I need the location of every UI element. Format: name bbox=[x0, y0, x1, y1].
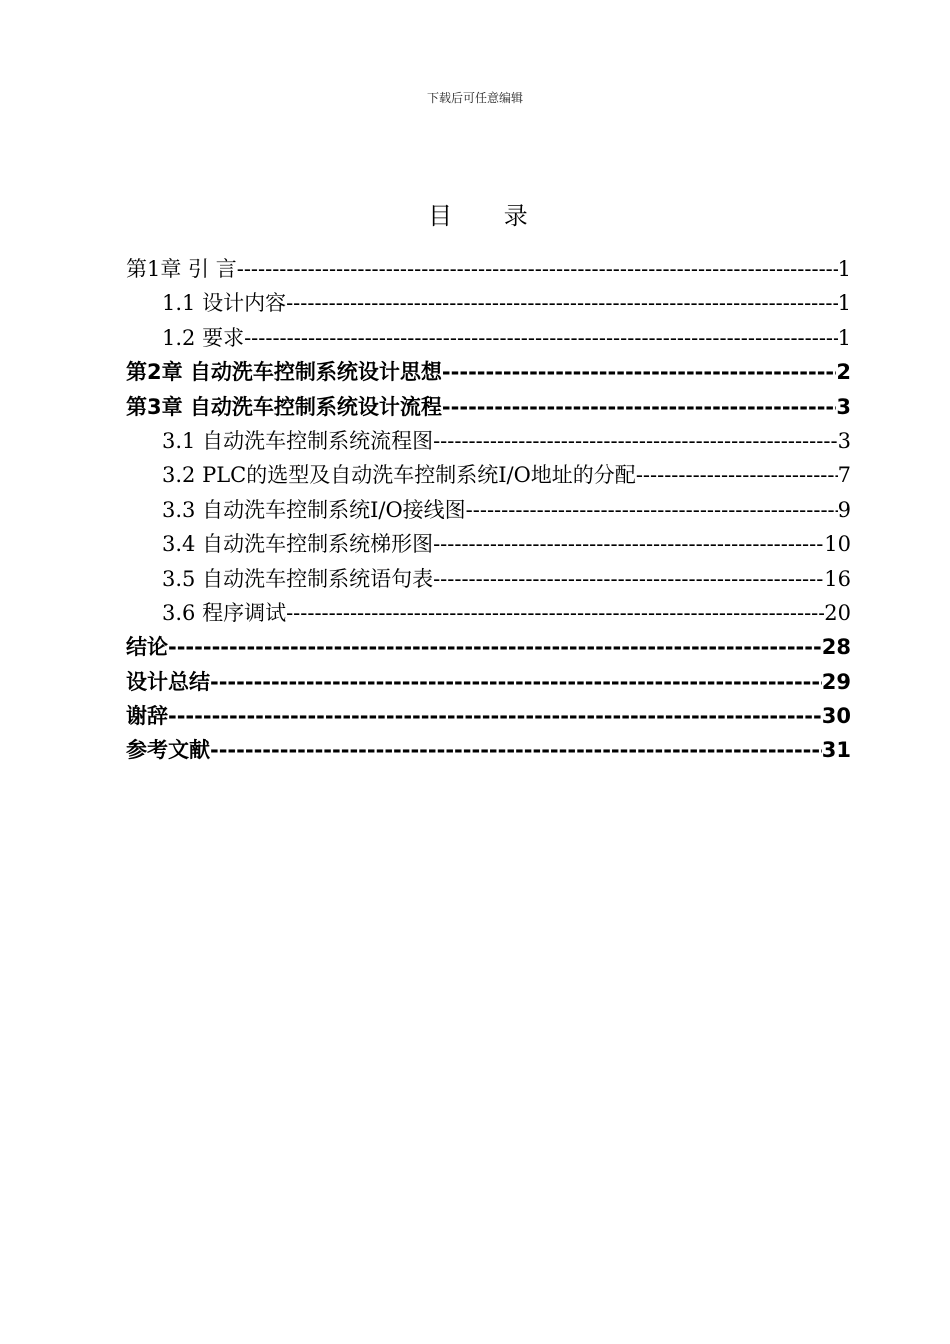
toc-entry[interactable] bbox=[126, 699, 851, 733]
toc-entry-page: 1 bbox=[837, 325, 851, 350]
toc-entry[interactable] bbox=[126, 630, 851, 664]
toc-entry[interactable] bbox=[126, 596, 851, 630]
toc-entry[interactable] bbox=[126, 733, 851, 767]
toc-leader-dashes bbox=[168, 630, 822, 664]
toc-leader-dashes bbox=[237, 252, 838, 286]
toc-leader-dashes bbox=[466, 493, 838, 527]
toc-entry-page: 16 bbox=[824, 566, 851, 591]
toc-entry[interactable] bbox=[126, 527, 851, 561]
toc-entry-label: 结论 bbox=[126, 635, 168, 660]
toc-entry-page: 20 bbox=[824, 600, 851, 625]
toc-entry-page: 3 bbox=[836, 394, 851, 419]
toc-entry-label: 3.4 自动洗车控制系统梯形图 bbox=[162, 532, 434, 557]
toc-leader-dashes bbox=[286, 596, 824, 630]
toc-leader-dashes bbox=[210, 665, 822, 699]
toc-entry-label: 3.6 程序调试 bbox=[162, 600, 287, 625]
toc-leader-dashes bbox=[442, 390, 836, 424]
toc-entry[interactable] bbox=[126, 458, 851, 492]
toc-entry-page: 31 bbox=[821, 738, 851, 763]
toc-leader-dashes bbox=[244, 321, 838, 355]
toc-entry[interactable] bbox=[126, 562, 851, 596]
toc-entry-page: 9 bbox=[837, 497, 851, 522]
toc-entry-label: 3.2 PLC的选型及自动洗车控制系统I/O地址的分配 bbox=[162, 463, 636, 488]
toc-entry-page: 29 bbox=[821, 669, 851, 694]
toc-entry-label: 第1章 引 言 bbox=[126, 257, 237, 281]
toc-leader-dashes bbox=[636, 458, 838, 492]
table-of-contents bbox=[126, 252, 851, 768]
toc-entry[interactable] bbox=[126, 665, 851, 699]
toc-entry-label: 设计总结 bbox=[126, 669, 210, 694]
page-header: 下载后可任意编辑 bbox=[426, 91, 523, 105]
toc-leader-dashes bbox=[210, 733, 822, 767]
toc-entry[interactable] bbox=[126, 355, 851, 389]
toc-entry[interactable] bbox=[126, 321, 851, 355]
toc-entry-label: 3.3 自动洗车控制系统I/O接线图 bbox=[162, 497, 466, 522]
toc-entry[interactable] bbox=[126, 424, 851, 458]
toc-entry-label: 第3章 自动洗车控制系统设计流程 bbox=[126, 394, 442, 419]
toc-entry-page: 30 bbox=[821, 704, 851, 729]
toc-leader-dashes bbox=[433, 527, 824, 561]
toc-leader-dashes bbox=[168, 699, 822, 733]
toc-entry-page: 28 bbox=[821, 635, 851, 660]
toc-leader-dashes bbox=[433, 424, 838, 458]
toc-entry-label: 参考文献 bbox=[126, 738, 210, 763]
toc-entry-label: 1.1 设计内容 bbox=[162, 291, 287, 316]
toc-entry-label: 第2章 自动洗车控制系统设计思想 bbox=[126, 360, 442, 385]
toc-leader-dashes bbox=[442, 355, 836, 389]
toc-entry-label: 3.1 自动洗车控制系统流程图 bbox=[162, 428, 434, 453]
toc-entry-page: 2 bbox=[836, 360, 851, 385]
toc-title: 目 录 bbox=[428, 202, 550, 230]
toc-entry-page: 3 bbox=[837, 428, 851, 453]
toc-entry-page: 1 bbox=[837, 257, 851, 281]
toc-entry-label: 3.5 自动洗车控制系统语句表 bbox=[162, 566, 434, 591]
toc-entry-page: 7 bbox=[837, 463, 851, 488]
toc-entry[interactable] bbox=[126, 252, 851, 286]
toc-entry[interactable] bbox=[126, 286, 851, 320]
toc-entry-page: 10 bbox=[824, 532, 851, 557]
toc-leader-dashes bbox=[433, 562, 824, 596]
toc-entry-label: 谢辞 bbox=[126, 704, 168, 729]
toc-leader-dashes bbox=[286, 286, 838, 320]
toc-entry-label: 1.2 要求 bbox=[162, 325, 245, 350]
toc-entry[interactable] bbox=[126, 390, 851, 424]
toc-entry[interactable] bbox=[126, 493, 851, 527]
toc-entry-page: 1 bbox=[837, 291, 851, 316]
